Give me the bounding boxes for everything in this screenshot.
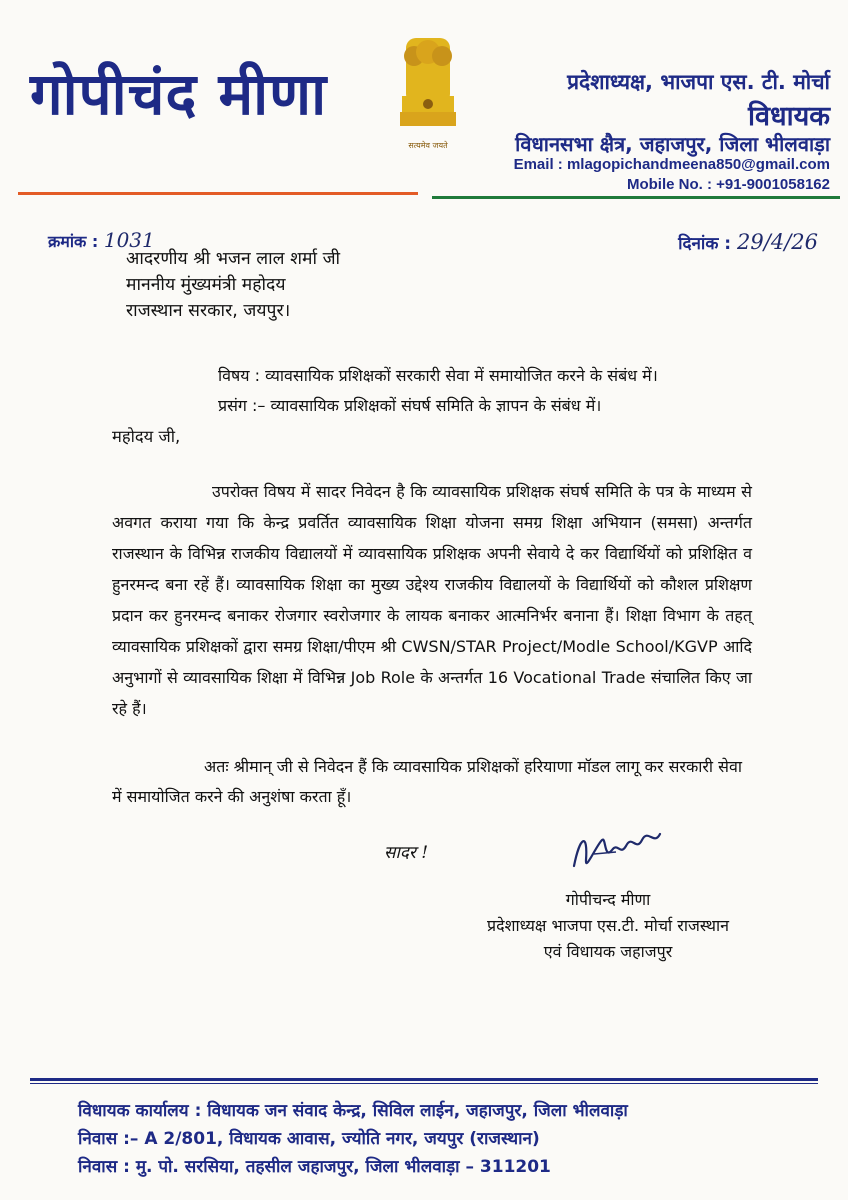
header-post: प्रदेशाध्यक्ष, भाजपा एस. टी. मोर्चा	[567, 70, 830, 94]
addressee-line-1: आदरणीय श्री भजन लाल शर्मा जी	[126, 249, 341, 269]
header-constituency: विधानसभा क्षैत्र, जहाजपुर, जिला भीलवाड़ा	[515, 132, 830, 156]
footer-residence-jaipur: निवास :– A 2/801, विधायक आवास, ज्योति नगर, जयपुर (राजस्थान)	[78, 1129, 540, 1149]
closing: सादर !	[384, 843, 429, 863]
body-paragraph-1: उपरोक्त विषय में सादर निवेदन है कि व्यावसायिक प्रशिक्षक संघर्ष समिति के पत्र के माध्यम से अवगत कराया गया कि केन्द्र प्रवर्तित व्यावसायिक शिक्षा योजना समग्र शिक्षा अभियान (समसा) अन्तर्गत राजस्थान के विभिन्न राजकीय विद्यालयों में व्यावसायिक प्रशिक्षक अपनी सेवाये दे कर विद्यार्थियों को प्रशिक्षित व हुनरमन्द बना रहें हैं। व्यावसायिक शिक्षा का मुख्य उद्देश्य राजकीय विद्यालयों के विद्यार्थियों को कौशल प्रशिक्षण प्रदान कर हुनरमन्द बनाकर रोजगार स्वरोजगार के लायक बनाकर आत्मनिर्भर बनाना हैं। शिक्षा विभाग के तहत् व्यावसायिक प्रशिक्षकों द्वारा समग्र शिक्षा/पीएम श्री CWSN/STAR Project/Modle School/KGVP आदि अनुभागों से व्यावसायिक शिक्षा में विभिन्न Job Role के अन्तर्गत 16 Vocational Trade संचालित किए जा रहे हैं।	[112, 482, 752, 718]
reference-label: क्रमांक :	[48, 232, 99, 251]
header-email: Email : mlagopichandmeena850@gmail.com	[513, 156, 830, 173]
header-mobile: Mobile No. : +91-9001058162	[626, 176, 830, 193]
addressee-line-3: राजस्थान सरकार, जयपुर।	[126, 301, 291, 321]
footer-office: विधायक कार्यालय : विधायक जन संवाद केन्द्र, सिविल लाईन, जहाजपुर, जिला भीलवाड़ा	[78, 1101, 628, 1121]
date-value: 29/4/26	[737, 230, 818, 254]
subject-line: विषय : व्यावसायिक प्रशिक्षकों सरकारी सेवा में समायोजित करने के संबंध में।	[218, 366, 658, 385]
signatory-designation-2: एवं विधायक जहाजपुर	[543, 942, 673, 961]
header-title: विधायक	[748, 101, 830, 132]
salutation: महोदय जी,	[112, 427, 181, 446]
body-paragraph-2: अतः श्रीमान् जी से निवेदन हैं कि व्यावसायिक प्रशिक्षकों हरियाणा मॉडल लागू कर सरकारी सेवा में समायोजित करने की अनुशंषा करता हूँ।	[112, 757, 743, 806]
date-label: दिनांक :	[678, 234, 732, 254]
state-emblem-icon	[392, 36, 464, 156]
header-divider-green	[432, 196, 840, 199]
date	[678, 230, 818, 254]
signatory-designation: प्रदेशाध्यक्ष भाजपा एस.टी. मोर्चा राजस्थान	[486, 916, 729, 935]
signatory-name: गोपीचन्द मीणा	[565, 890, 651, 909]
footer-divider-thin	[30, 1083, 818, 1084]
signature	[566, 816, 666, 880]
reference-value: 1031	[103, 228, 155, 252]
footer-divider	[30, 1078, 818, 1081]
addressee-line-2: माननीय मुंख्यमंत्री महोदय	[126, 275, 286, 295]
letterhead-name: गोपीचंद मीणा	[30, 60, 328, 128]
footer-residence-village: निवास : मु. पो. सरसिया, तहसील जहाजपुर, जिला भीलवाड़ा – 311201	[78, 1157, 551, 1177]
header-divider-saffron	[18, 192, 418, 195]
emblem-motto: सत्यमेव जयते	[408, 141, 448, 150]
reference-line: प्रसंग :– व्यावसायिक प्रशिक्षकों संघर्ष समिति के ज्ञापन के संबंध में।	[218, 396, 602, 415]
